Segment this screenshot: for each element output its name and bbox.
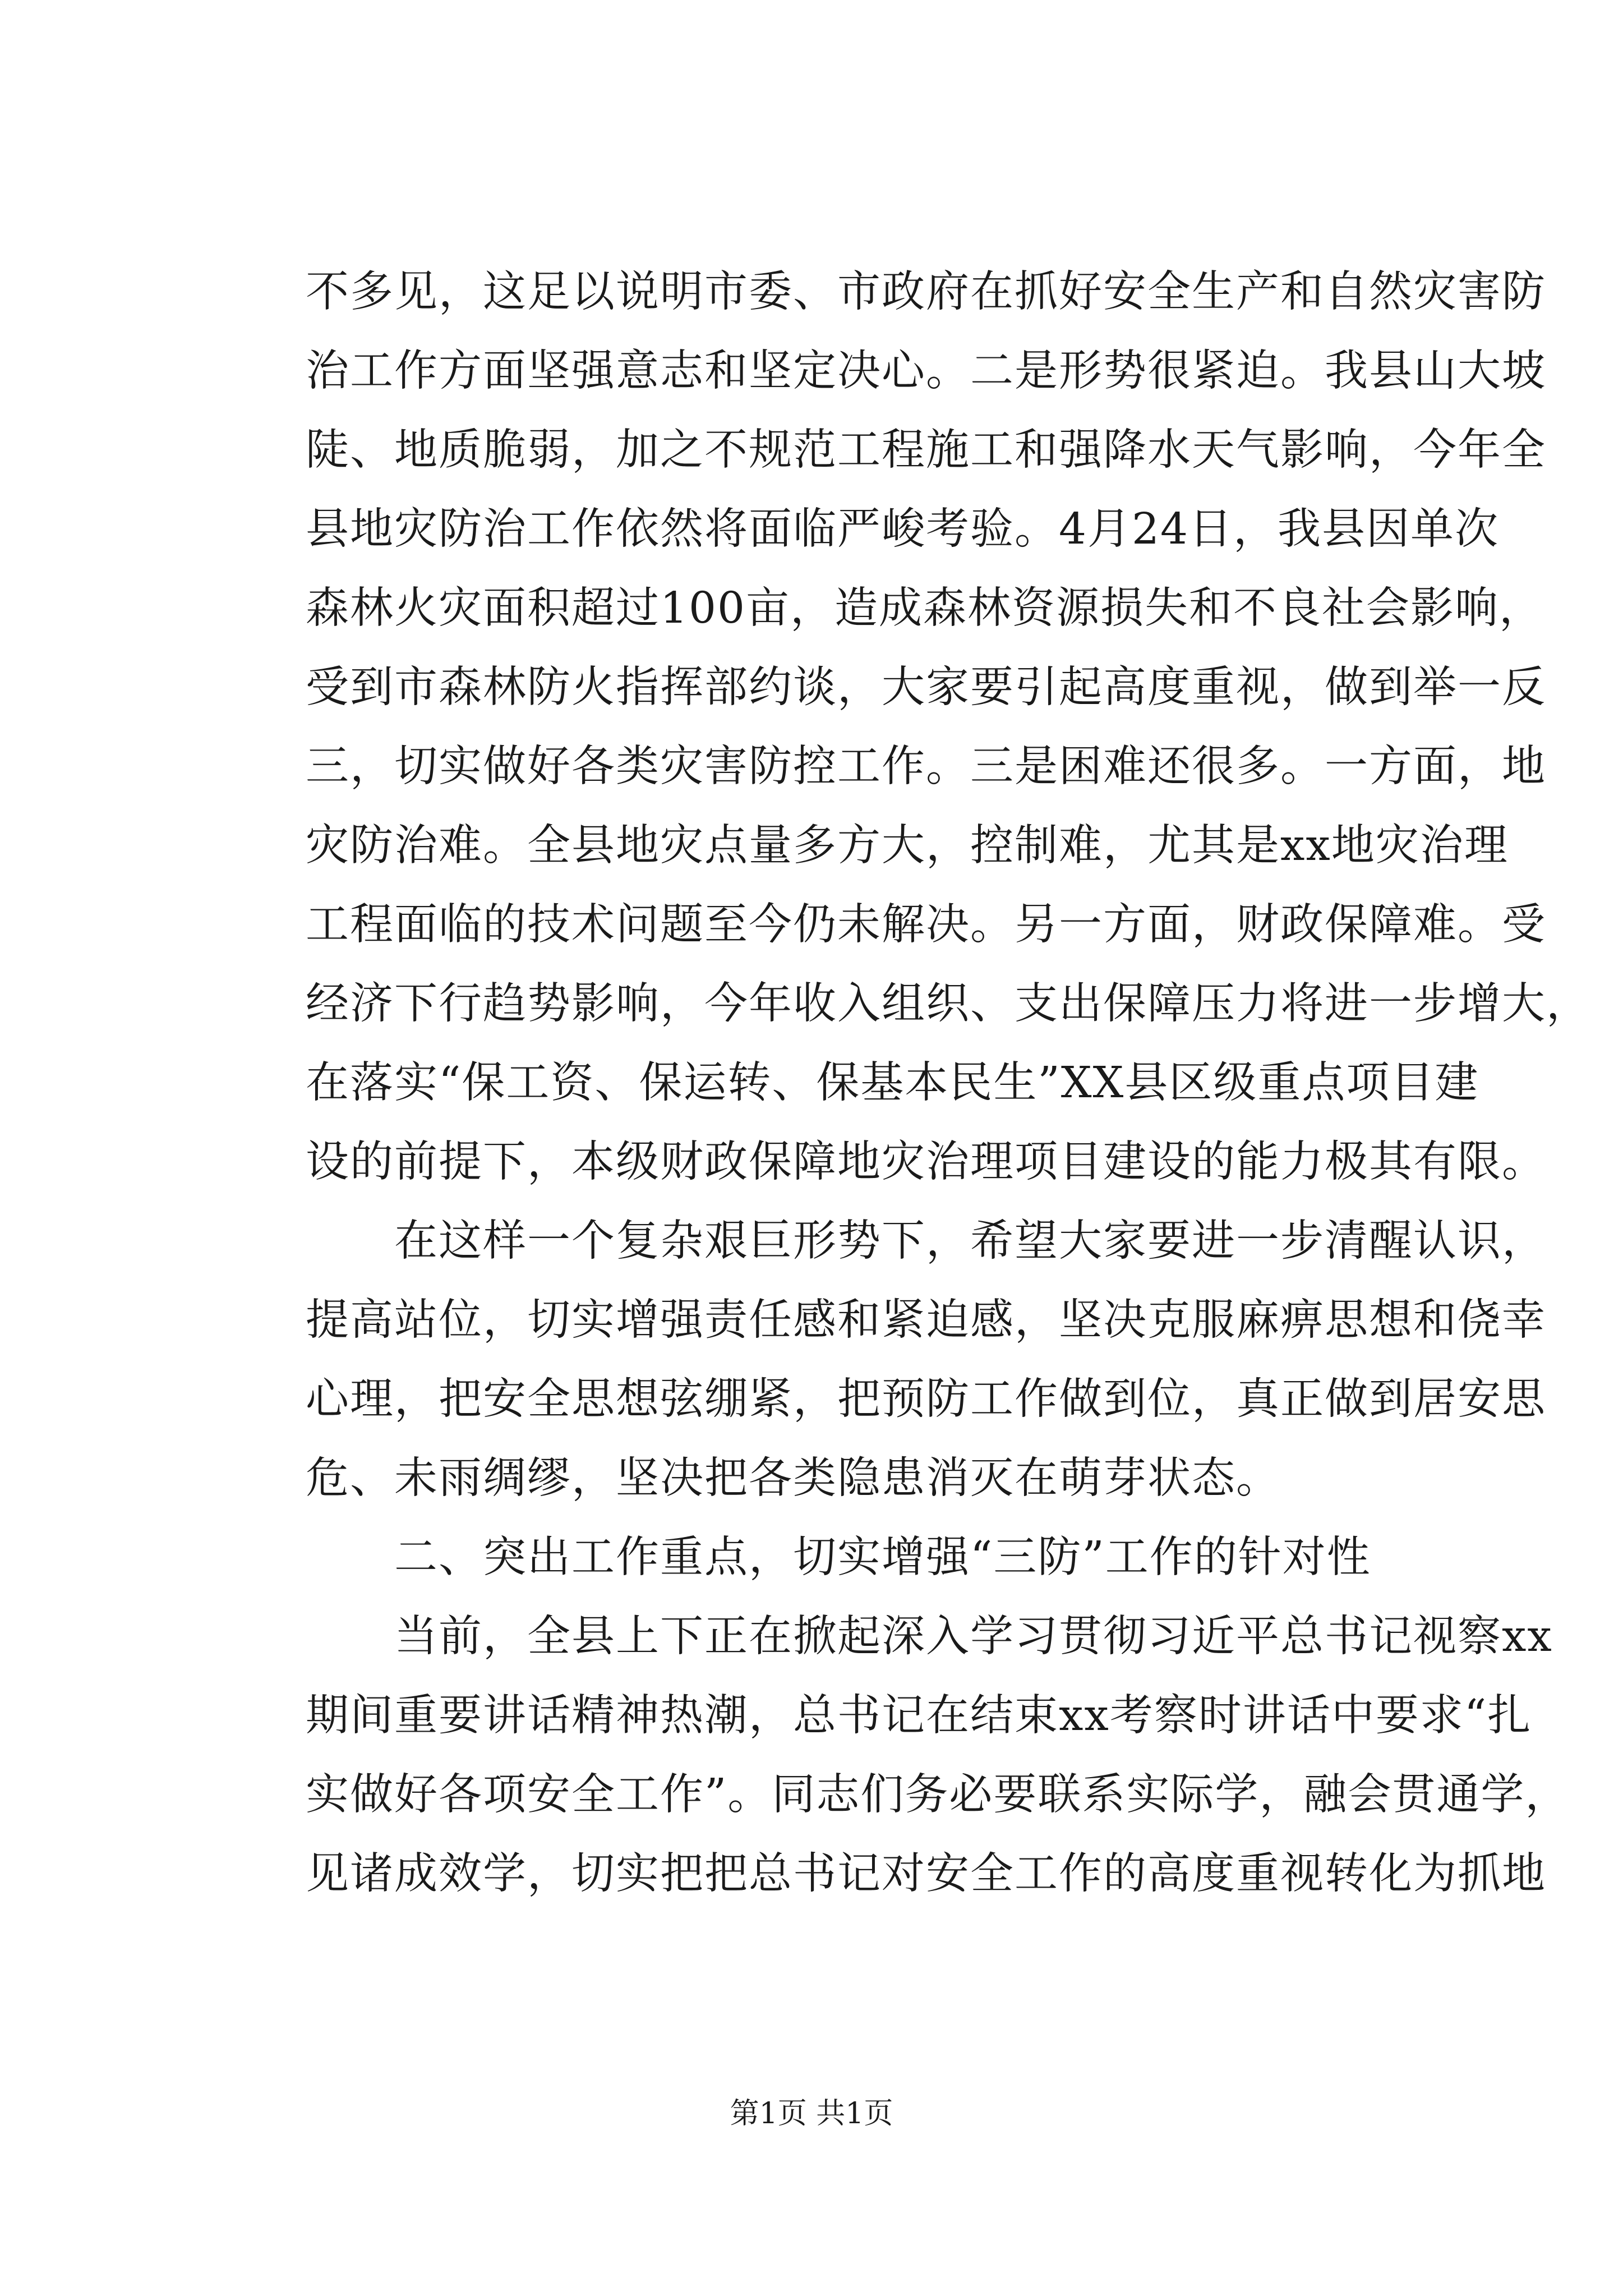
text-line: 当前，全县上下正在掀起深入学习贯彻习近平总书记视察xx — [394, 1612, 1553, 1662]
text-line: 心理，把安全思想弦绷紧，把预防工作做到位，真正做到居安思 — [306, 1374, 1546, 1424]
text-line: 工程面临的技术问题至今仍未解决。另一方面，财政保障难。受 — [306, 900, 1546, 950]
text-line: 森林火灾面积超过100亩，造成森林资源损失和不良社会影响， — [306, 583, 1543, 633]
text-line: 灾防治难。全县地灾点量多方大，控制难，尤其是xx地灾治理 — [306, 821, 1509, 871]
text-line: 不多见，这足以说明市委、市政府在抓好安全生产和自然灾害防 — [306, 267, 1546, 317]
text-line: 危、未雨绸缪，坚决把各类隐患消灭在萌芽状态。 — [306, 1453, 1280, 1503]
text-line: 经济下行趋势影响，今年收入组织、支出保障压力将进一步增大， — [306, 979, 1590, 1029]
text-line: 在落实“保工资、保运转、保基本民生”XX县区级重点项目建 — [306, 1058, 1479, 1108]
text-line: 在这样一个复杂艰巨形势下，希望大家要进一步清醒认识， — [394, 1216, 1546, 1266]
section-heading: 二、突出工作重点，切实增强“三防”工作的针对性 — [394, 1533, 1371, 1582]
document-body — [306, 252, 1590, 1913]
text-line: 提高站位，切实增强责任感和紧迫感，坚决克服麻痹思想和侥幸 — [306, 1295, 1546, 1345]
text-line: 见诸成效学，切实把把总书记对安全工作的高度重视转化为抓地 — [306, 1849, 1546, 1899]
text-line: 县地灾防治工作依然将面临严峻考验。4月24日，我县因单次 — [306, 504, 1499, 554]
page-number-footer: 第1页 共1页 — [730, 2097, 893, 2131]
text-line: 期间重要讲话精神热潮，总书记在结束xx考察时讲话中要求“扎 — [306, 1691, 1532, 1741]
text-line: 陡、地质脆弱，加之不规范工程施工和强降水天气影响，今年全 — [306, 425, 1546, 475]
text-line: 设的前提下，本级财政保障地灾治理项目建设的能力极其有限。 — [306, 1137, 1546, 1187]
text-line: 三，切实做好各类灾害防控工作。三是困难还很多。一方面，地 — [306, 742, 1546, 792]
text-line: 受到市森林防火指挥部约谈，大家要引起高度重视，做到举一反 — [306, 662, 1546, 712]
text-line: 治工作方面坚强意志和坚定决心。二是形势很紧迫。我县山大坡 — [306, 346, 1546, 396]
text-line: 实做好各项安全工作”。同志们务必要联系实际学，融会贯通学， — [306, 1770, 1570, 1820]
